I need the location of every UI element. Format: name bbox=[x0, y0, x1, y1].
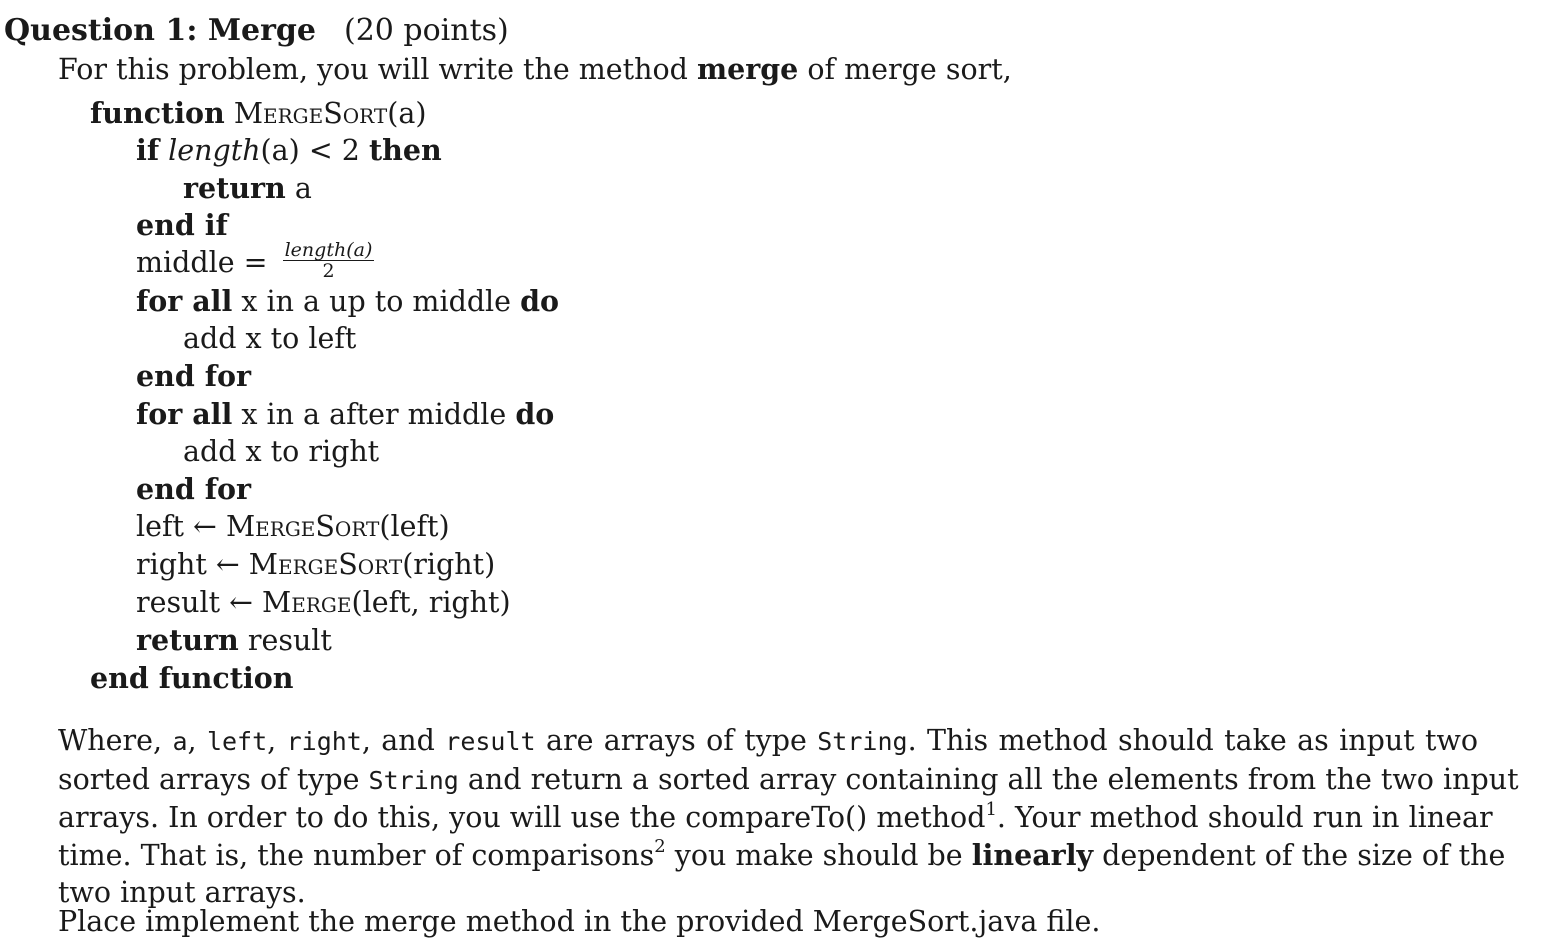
description-paragraph bbox=[58, 722, 1519, 912]
middle-fraction bbox=[283, 240, 375, 281]
para-line-3: arrays. In order to do this, you will use the compareTo() method$^1$. Your method should run in linear bbox=[58, 798, 1493, 835]
footnote-1-mark: 1 bbox=[985, 798, 997, 820]
intro-after: of merge sort, bbox=[798, 53, 1012, 86]
para-line-4: time. That is, the number of comparisons$^2$ you make should be linearly dependent of the size of the bbox=[58, 836, 1506, 872]
algo-line-add-right: add x to right bbox=[183, 435, 380, 468]
para-line-2: sorted arrays of type String and return a sorted array containing all the elements from the two input bbox=[58, 762, 1519, 796]
algo-line-middle: middle = $\frac{\text{length(a)}}{2}$ bbox=[136, 239, 373, 282]
algo-line-return-result: return result bbox=[136, 623, 332, 657]
algo-line-right-assign: right ← MergeSort(right) bbox=[136, 548, 496, 581]
algo-line-return-a: return a bbox=[183, 171, 312, 205]
algo-line-for-left: for all x in a up to middle do bbox=[136, 284, 560, 318]
algo-line-add-left: add x to left bbox=[183, 322, 357, 355]
algo-line-end-function: end function bbox=[90, 661, 294, 695]
question-label: Question 1: Merge bbox=[4, 13, 316, 48]
intro-sentence bbox=[58, 50, 1012, 89]
algo-line-end-if: end if bbox=[136, 208, 228, 242]
para-line-5: two input arrays. bbox=[58, 876, 306, 910]
algo-line-end-for-2: end for bbox=[136, 472, 251, 506]
algo-line-end-for-1: end for bbox=[136, 359, 251, 393]
algo-function-name: MergeSort bbox=[233, 97, 388, 130]
question-points: (20 points) bbox=[344, 13, 509, 48]
footnote-2-mark: 2 bbox=[654, 836, 666, 858]
algo-line-function: function MergeSort(a) bbox=[90, 96, 427, 130]
intro-before: For this problem, you will write the method bbox=[58, 53, 697, 86]
algo-line-result-assign: result ← Merge(left, right) bbox=[136, 586, 511, 619]
intro-method-name: merge bbox=[696, 52, 799, 86]
cutoff-line: Place implement the merge method in the provided MergeSort.java file. bbox=[58, 905, 1101, 938]
para-line-1: Where, a, left, right, and result are arrays of type String. This method should take as input two bbox=[58, 724, 1479, 757]
algo-line-for-right: for all x in a after middle do bbox=[136, 397, 555, 431]
question-heading bbox=[4, 12, 509, 50]
algo-line-if: if length(a) < 2 then bbox=[136, 133, 442, 167]
fraction-denominator: 2 bbox=[322, 260, 335, 282]
algo-line-left-assign: left ← MergeSort(left) bbox=[136, 510, 450, 543]
fraction-numerator: length(a) bbox=[284, 239, 373, 261]
